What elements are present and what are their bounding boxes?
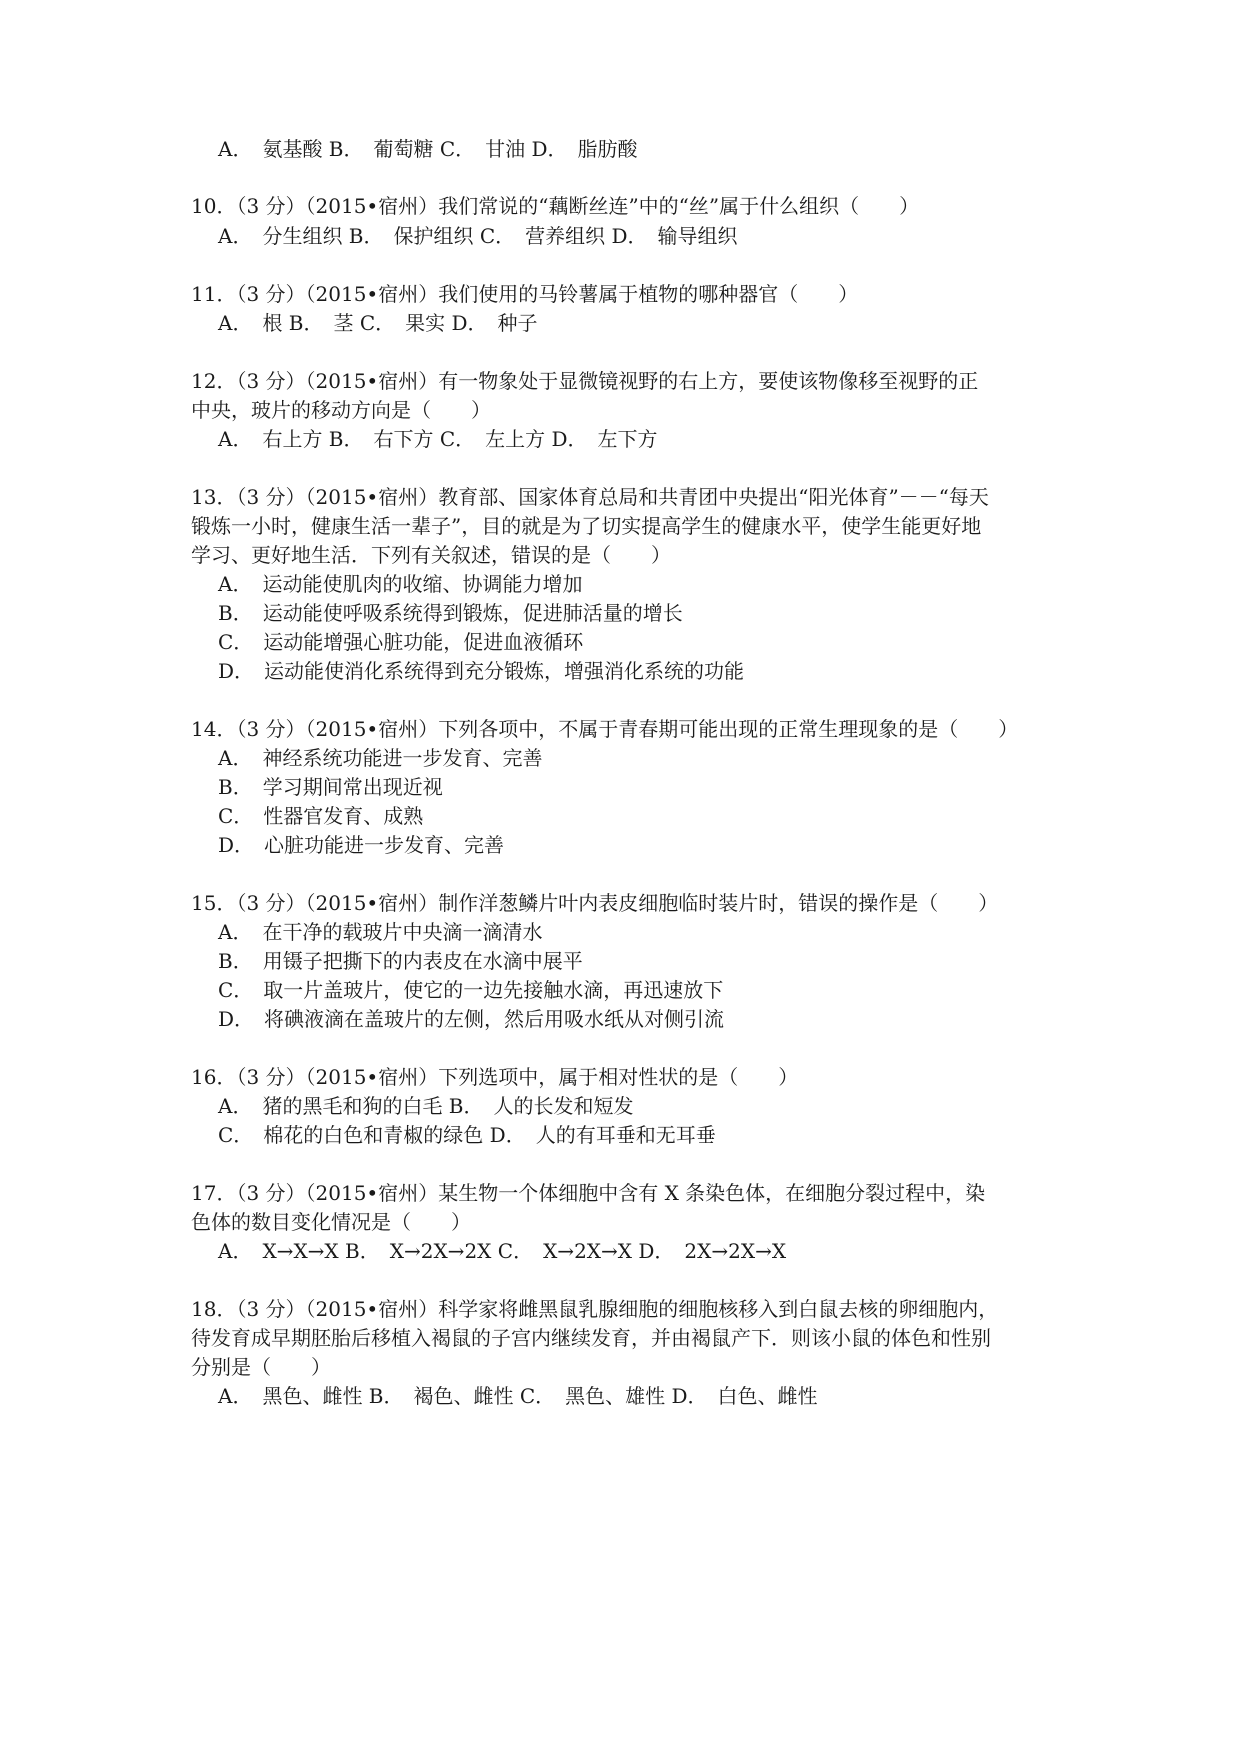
q9-options: A． 氨基酸 B． 葡萄糖 C． 甘油 D． 脂肪酸 [218,137,638,161]
q18-stem-line-2: 待发育成早期胚胎后移植入褐鼠的子宫内继续发育，并由褐鼠产下．则该小鼠的体色和性别 [191,1326,991,1350]
q17-stem-line-1: 17．（3 分）（2015•宿州）某生物一个体细胞中含有 X 条染色体，在细胞分裂过程中，染 [191,1181,986,1205]
q11-options: A． 根 B． 茎 C． 果实 D． 种子 [218,311,538,335]
q16-options-row-2: C． 棉花的白色和青椒的绿色 D． 人的有耳垂和无耳垂 [218,1123,716,1147]
q13-option-d: D． 运动能使消化系统得到充分锻炼，增强消化系统的功能 [218,659,745,683]
q10-options: A． 分生组织 B． 保护组织 C． 营养组织 D． 输导组织 [218,224,738,248]
q10-stem: 10．（3 分）（2015•宿州）我们常说的“藕断丝连”中的“丝”属于什么组织（ ） [191,194,920,218]
q14-option-b: B． 学习期间常出现近视 [218,775,443,799]
q15-option-c: C． 取一片盖玻片，使它的一边先接触水滴，再迅速放下 [218,978,724,1002]
q14-option-d: D． 心脏功能进一步发育、完善 [218,833,505,857]
q14-option-a: A． 神经系统功能进一步发育、完善 [218,746,543,770]
q16-stem: 16．（3 分）（2015•宿州）下列选项中，属于相对性状的是（ ） [191,1065,799,1089]
q13-stem-line-3: 学习、更好地生活．下列有关叙述，错误的是（ ） [191,543,671,567]
q18-stem-line-1: 18．（3 分）（2015•宿州）科学家将雌黑鼠乳腺细胞的细胞核移入到白鼠去核的卵细胞内， [191,1297,999,1321]
q13-stem-line-2: 锻炼一小时，健康生活一辈子”，目的就是为了切实提高学生的健康水平，使学生能更好地 [191,514,982,538]
q12-stem-line-1: 12．（3 分）（2015•宿州）有一物象处于显微镜视野的右上方，要使该物像移至视野的正 [191,369,979,393]
q14-stem: 14．（3 分）（2015•宿州）下列各项中，不属于青春期可能出现的正常生理现象的是（ ） [191,717,1019,741]
q12-stem-line-2: 中央，玻片的移动方向是（ ） [191,398,491,422]
q15-option-d: D． 将碘液滴在盖玻片的左侧，然后用吸水纸从对侧引流 [218,1007,725,1031]
q15-option-b: B． 用镊子把撕下的内表皮在水滴中展平 [218,949,583,973]
q13-option-a: A． 运动能使肌肉的收缩、协调能力增加 [218,572,583,596]
q13-stem-line-1: 13．（3 分）（2015•宿州）教育部、国家体育总局和共青团中央提出“阳光体育”－－“每天 [191,485,989,509]
q15-stem: 15．（3 分）（2015•宿州）制作洋葱鳞片叶内表皮细胞临时装片时，错误的操作是（ ） [191,891,999,915]
q18-options: A． 黑色、雌性 B． 褐色、雌性 C． 黑色、雄性 D． 白色、雌性 [218,1384,818,1408]
q17-options: A． X→X→X B． X→2X→2X C． X→2X→X D． 2X→2X→X [218,1239,787,1263]
q18-stem-line-3: 分别是（ ） [191,1355,331,1379]
q11-stem: 11．（3 分）（2015•宿州）我们使用的马铃薯属于植物的哪种器官（ ） [191,282,859,306]
q13-option-c: C． 运动能增强心脏功能，促进血液循环 [218,630,584,654]
q14-option-c: C． 性器官发育、成熟 [218,804,424,828]
q12-options: A． 右上方 B． 右下方 C． 左上方 D． 左下方 [218,427,658,451]
q16-options-row-1: A． 猪的黑毛和狗的白毛 B． 人的长发和短发 [218,1094,634,1118]
q15-option-a: A． 在干净的载玻片中央滴一滴清水 [218,920,543,944]
q17-stem-line-2: 色体的数目变化情况是（ ） [191,1210,471,1234]
q13-option-b: B． 运动能使呼吸系统得到锻炼，促进肺活量的增长 [218,601,683,625]
